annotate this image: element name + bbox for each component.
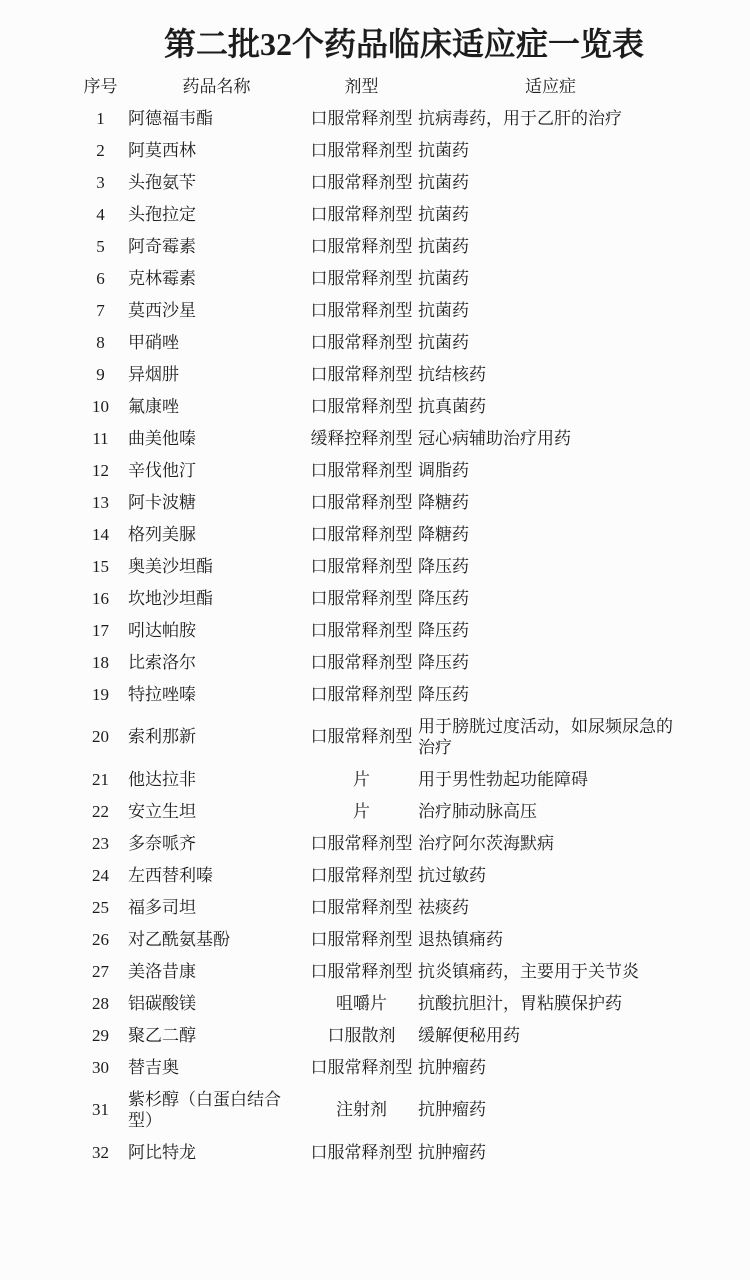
table-row: [73, 646, 683, 678]
indication-cell: 用于膀胱过度活动，如尿频尿急的治疗: [418, 716, 673, 757]
dosage-form-cell: 口服常释剂型: [310, 556, 413, 576]
dosage-form-cell: 注射剂: [336, 1100, 387, 1119]
dosage-form-cell: 口服常释剂型: [310, 727, 413, 746]
indication-cell: 治疗肺动脉高压: [418, 801, 537, 821]
indication-cell: 祛痰药: [418, 897, 469, 917]
table-row: [73, 262, 683, 294]
dosage-form-cell: 口服常释剂型: [310, 588, 413, 608]
table-row: [73, 454, 683, 486]
indication-cell: 抗结核药: [418, 364, 486, 384]
dosage-form-cell: 口服常释剂型: [310, 652, 413, 672]
row-index-cell: 21: [92, 769, 109, 789]
table-row: [73, 486, 683, 518]
row-index-cell: 28: [92, 993, 109, 1013]
row-index-cell: 23: [92, 833, 109, 853]
row-index-cell: 20: [92, 727, 109, 746]
drug-name-cell: 曲美他嗪: [128, 428, 196, 448]
row-index-cell: 17: [92, 620, 109, 640]
row-index-cell: 7: [96, 300, 105, 320]
drug-name-cell: 美洛昔康: [128, 961, 196, 981]
drug-name-cell: 安立生坦: [128, 801, 196, 821]
table-row: [73, 390, 683, 422]
drug-name-cell: 聚乙二醇: [128, 1025, 196, 1045]
indication-cell: 抗肿瘤药: [418, 1057, 486, 1077]
table-row: [73, 859, 683, 891]
drug-name-cell: 阿德福韦酯: [128, 108, 213, 128]
dosage-form-cell: 口服常释剂型: [310, 1057, 413, 1077]
dosage-form-cell: 口服常释剂型: [310, 620, 413, 640]
dosage-form-cell: 缓释控释剂型: [310, 428, 413, 448]
table-row: [73, 763, 683, 795]
indication-cell: 降压药: [418, 620, 469, 640]
dosage-form-cell: 口服常释剂型: [310, 268, 413, 288]
indication-cell: 抗菌药: [418, 268, 469, 288]
dosage-form-cell: 口服常释剂型: [310, 684, 413, 704]
row-index-cell: 6: [96, 268, 105, 288]
drug-name-cell: 对乙酰氨基酚: [128, 929, 230, 949]
drug-name-cell: 索利那新: [128, 727, 196, 746]
drug-name-cell: 特拉唑嗪: [128, 684, 196, 704]
indication-cell: 抗过敏药: [418, 865, 486, 885]
indication-cell: 抗菌药: [418, 236, 469, 256]
drug-name-cell: 多奈哌齐: [128, 833, 196, 853]
row-index-cell: 4: [96, 204, 105, 224]
drug-name-cell: 吲达帕胺: [128, 620, 196, 640]
table-row: [73, 795, 683, 827]
dosage-form-cell: 口服常释剂型: [310, 300, 413, 320]
drug-name-cell: 氟康唑: [128, 396, 179, 416]
table-row: [73, 582, 683, 614]
row-index-cell: 31: [92, 1100, 109, 1119]
indication-cell: 退热镇痛药: [418, 929, 503, 949]
page-title: 第二批32个药品临床适应症一览表: [163, 26, 644, 62]
drug-name-cell: 奥美沙坦酯: [128, 556, 213, 576]
drug-name-cell: 左西替利嗪: [128, 865, 213, 885]
dosage-form-cell: 口服常释剂型: [310, 236, 413, 256]
indication-cell: 抗菌药: [418, 172, 469, 192]
table-row: [73, 102, 683, 134]
indication-cell: 抗肿瘤药: [418, 1142, 486, 1162]
indication-cell: 抗菌药: [418, 332, 469, 352]
dosage-form-cell: 口服常释剂型: [310, 929, 413, 949]
drug-name-cell: 阿奇霉素: [128, 236, 196, 256]
table-row: [73, 134, 683, 166]
drug-name-cell: 头孢氨苄: [128, 172, 196, 192]
table-row: [73, 987, 683, 1019]
table-row: [73, 827, 683, 859]
table-row: [73, 891, 683, 923]
indication-cell: 冠心病辅助治疗用药: [418, 428, 571, 448]
dosage-form-cell: 口服散剂: [327, 1025, 396, 1045]
drug-name-cell: 格列美脲: [128, 524, 196, 544]
row-index-cell: 8: [96, 332, 105, 352]
row-index-cell: 1: [96, 108, 105, 128]
indication-cell: 抗炎镇痛药，主要用于关节炎: [418, 961, 639, 981]
dosage-form-cell: 口服常释剂型: [310, 524, 413, 544]
indication-cell: 降压药: [418, 556, 469, 576]
drug-name-cell: 比索洛尔: [128, 652, 196, 672]
row-index-cell: 5: [96, 236, 105, 256]
table-row: [73, 1051, 683, 1083]
indication-cell: 降压药: [418, 652, 469, 672]
table-row: [73, 166, 683, 198]
dosage-form-cell: 口服常释剂型: [310, 460, 413, 480]
drug-name-cell: 他达拉非: [128, 769, 196, 789]
indication-cell: 降糖药: [418, 524, 469, 544]
column-header-index: 序号: [83, 76, 118, 96]
indication-cell: 抗菌药: [418, 300, 469, 320]
dosage-form-cell: 片: [353, 769, 370, 789]
drug-name-cell: 铝碳酸镁: [128, 993, 196, 1013]
table-row: [73, 955, 683, 987]
indication-cell: 用于男性勃起功能障碍: [418, 769, 588, 789]
indication-cell: 调脂药: [418, 460, 469, 480]
row-index-cell: 14: [92, 524, 109, 544]
row-index-cell: 19: [92, 684, 109, 704]
table-row: [73, 326, 683, 358]
row-index-cell: 27: [92, 961, 109, 981]
indication-cell: 抗酸抗胆汁，胃粘膜保护药: [418, 993, 622, 1013]
indication-cell: 降压药: [418, 684, 469, 704]
row-index-cell: 16: [92, 588, 109, 608]
table-row: [73, 1136, 683, 1168]
dosage-form-cell: 咀嚼片: [336, 993, 387, 1013]
row-index-cell: 30: [92, 1057, 109, 1077]
dosage-form-cell: 口服常释剂型: [310, 204, 413, 224]
row-index-cell: 3: [96, 172, 105, 192]
table-row: [73, 614, 683, 646]
dosage-form-cell: 口服常释剂型: [310, 396, 413, 416]
indication-cell: 抗菌药: [418, 140, 469, 160]
indication-cell: 抗肿瘤药: [418, 1100, 486, 1119]
table-row: [73, 1019, 683, 1051]
row-index-cell: 22: [92, 801, 109, 821]
column-header-drug-name: 药品名称: [182, 76, 251, 96]
dosage-form-cell: 口服常释剂型: [310, 865, 413, 885]
row-index-cell: 12: [92, 460, 109, 480]
table-row: [73, 710, 683, 763]
dosage-form-cell: 口服常释剂型: [310, 492, 413, 512]
row-index-cell: 2: [96, 140, 105, 160]
column-header-indication: 适应症: [525, 76, 576, 96]
column-header-dosage-form: 剂型: [344, 76, 379, 96]
indication-cell: 治疗阿尔茨海默病: [418, 833, 554, 853]
indication-cell: 缓解便秘用药: [418, 1025, 520, 1045]
drug-name-cell: 异烟肼: [128, 364, 179, 384]
row-index-cell: 26: [92, 929, 109, 949]
dosage-form-cell: 口服常释剂型: [310, 364, 413, 384]
dosage-form-cell: 口服常释剂型: [310, 332, 413, 352]
row-index-cell: 11: [92, 428, 109, 448]
drug-indication-table: [73, 70, 683, 1168]
table-row: [73, 678, 683, 710]
drug-name-cell: 替吉奥: [128, 1057, 179, 1077]
dosage-form-cell: 口服常释剂型: [310, 140, 413, 160]
table-row: [73, 550, 683, 582]
table-row: [73, 518, 683, 550]
row-index-cell: 13: [92, 492, 109, 512]
row-index-cell: 15: [92, 556, 109, 576]
drug-name-cell: 甲硝唑: [128, 332, 179, 352]
indication-cell: 抗菌药: [418, 204, 469, 224]
drug-name-cell: 头孢拉定: [128, 204, 196, 224]
row-index-cell: 25: [92, 897, 109, 917]
table-row: [73, 358, 683, 390]
table-row: [73, 1083, 683, 1136]
table-row: [73, 230, 683, 262]
dosage-form-cell: 口服常释剂型: [310, 1142, 413, 1162]
table-body: [73, 102, 683, 1168]
indication-cell: 抗真菌药: [418, 396, 486, 416]
dosage-form-cell: 口服常释剂型: [310, 833, 413, 853]
row-index-cell: 18: [92, 652, 109, 672]
table-row: [73, 923, 683, 955]
drug-name-cell: 莫西沙星: [128, 300, 196, 320]
dosage-form-cell: 片: [353, 801, 370, 821]
row-index-cell: 24: [92, 865, 109, 885]
table-row: [73, 422, 683, 454]
drug-name-cell: 坎地沙坦酯: [128, 588, 213, 608]
table-row: [73, 294, 683, 326]
table-header-row: [73, 70, 683, 102]
row-index-cell: 9: [96, 364, 105, 384]
dosage-form-cell: 口服常释剂型: [310, 172, 413, 192]
indication-cell: 降压药: [418, 588, 469, 608]
row-index-cell: 29: [92, 1025, 109, 1045]
dosage-form-cell: 口服常释剂型: [310, 961, 413, 981]
row-index-cell: 32: [92, 1142, 109, 1162]
drug-name-cell: 阿莫西林: [128, 140, 196, 160]
drug-name-cell: 克林霉素: [128, 268, 196, 288]
indication-cell: 抗病毒药，用于乙肝的治疗: [418, 108, 622, 128]
drug-name-cell: 辛伐他汀: [128, 460, 196, 480]
dosage-form-cell: 口服常释剂型: [310, 108, 413, 128]
table-row: [73, 198, 683, 230]
drug-name-cell: 紫杉醇（白蛋白结合型）: [128, 1089, 281, 1130]
dosage-form-cell: 口服常释剂型: [310, 897, 413, 917]
drug-name-cell: 阿比特龙: [128, 1142, 196, 1162]
drug-name-cell: 阿卡波糖: [128, 492, 196, 512]
row-index-cell: 10: [92, 396, 109, 416]
indication-cell: 降糖药: [418, 492, 469, 512]
drug-name-cell: 福多司坦: [128, 897, 196, 917]
